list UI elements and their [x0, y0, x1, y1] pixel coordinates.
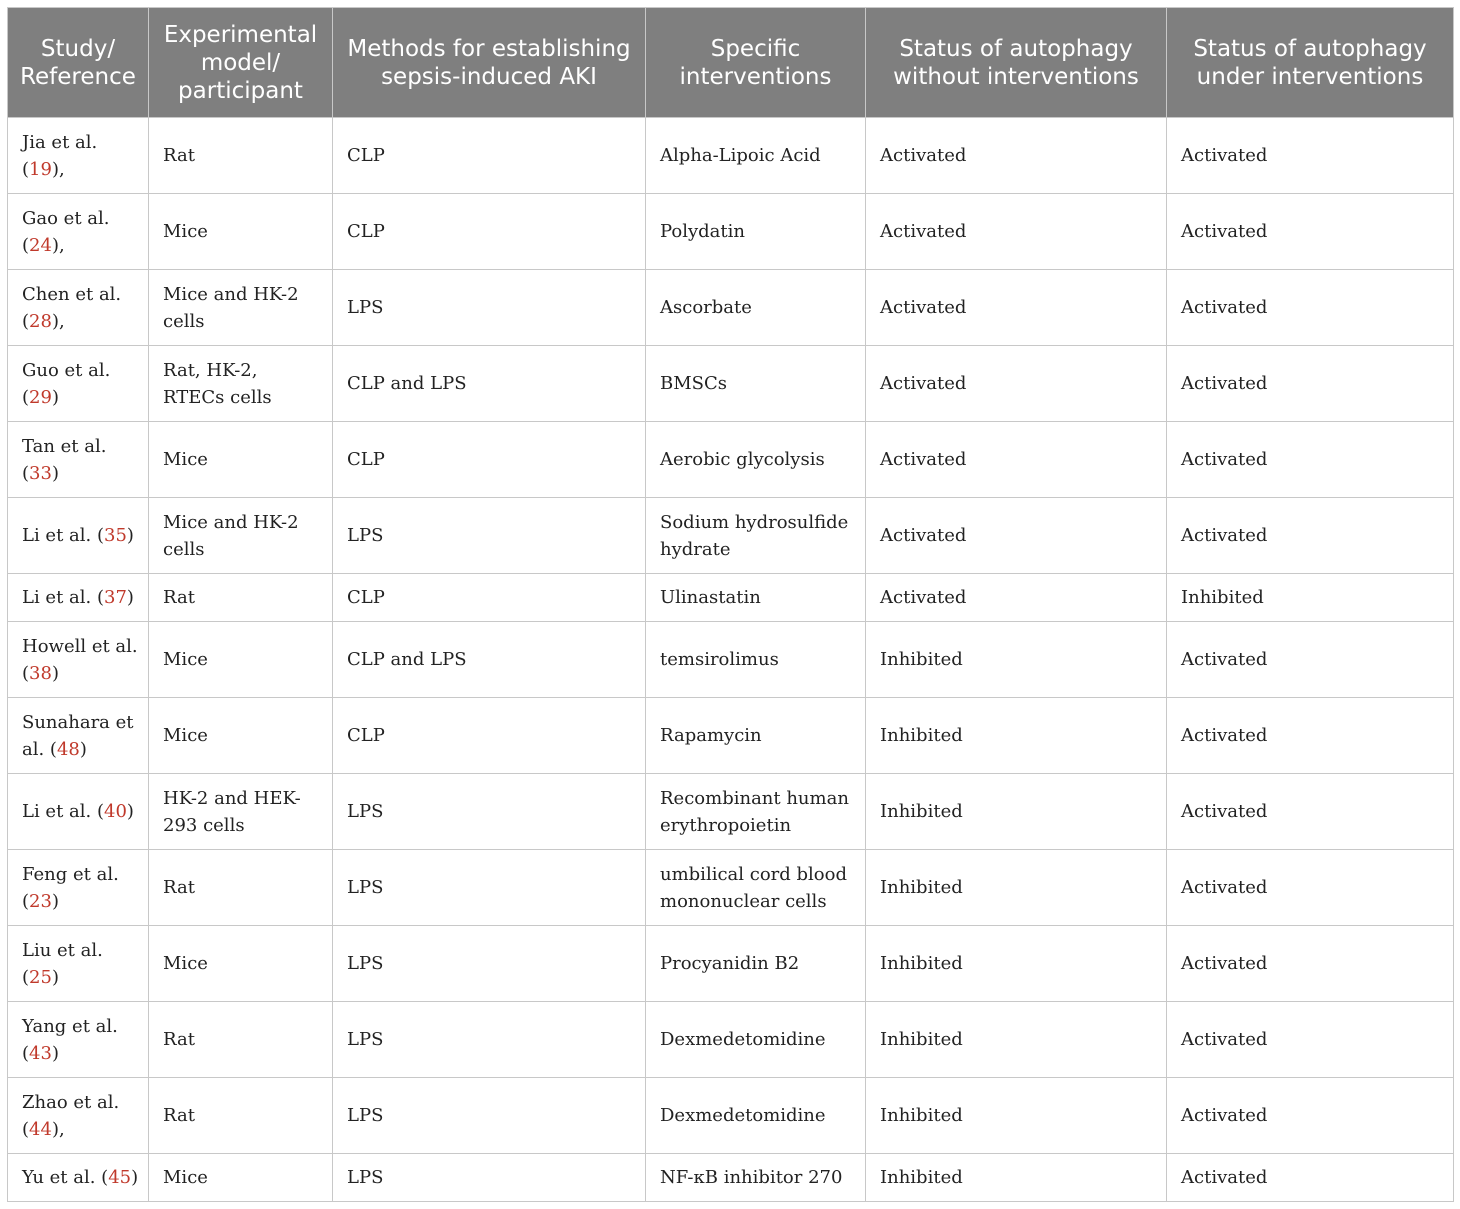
method-cell: LPS	[333, 1078, 646, 1154]
study-author: Howell et al. (	[22, 635, 138, 684]
status-under-cell: Activated	[1167, 1154, 1454, 1202]
experimental-model-cell: Rat	[149, 850, 333, 926]
reference-close: )	[51, 386, 59, 408]
intervention-cell: Sodium hydrosulfide hydrate	[646, 498, 866, 574]
experimental-model-cell: Mice	[149, 194, 333, 270]
reference-close: ),	[51, 234, 65, 256]
table-row	[8, 926, 1454, 1002]
experimental-model-cell: Mice	[149, 698, 333, 774]
study-author: Guo et al. (	[22, 359, 111, 408]
status-without-cell: Activated	[866, 346, 1167, 422]
intervention-cell: Ulinastatin	[646, 574, 866, 622]
method-cell: CLP and LPS	[333, 346, 646, 422]
reference-link[interactable]: 25	[29, 966, 52, 988]
experimental-model-cell: Rat, HK-2, RTECs cells	[149, 346, 333, 422]
table-row	[8, 850, 1454, 926]
reference-close: )	[126, 801, 134, 822]
status-without-cell: Inhibited	[866, 622, 1167, 698]
status-under-cell: Activated	[1167, 926, 1454, 1002]
table-row	[8, 1154, 1454, 1202]
table-row	[8, 194, 1454, 270]
experimental-model-cell: Mice	[149, 926, 333, 1002]
study-author: Yu et al. (	[22, 1167, 109, 1188]
method-cell: LPS	[333, 270, 646, 346]
status-without-cell: Activated	[866, 194, 1167, 270]
study-author: Liu et al. (	[22, 939, 103, 988]
study-reference-cell	[8, 194, 149, 270]
status-under-cell: Activated	[1167, 1078, 1454, 1154]
intervention-cell: BMSCs	[646, 346, 866, 422]
study-reference-cell	[8, 118, 149, 194]
status-under-cell: Activated	[1167, 850, 1454, 926]
status-under-cell: Activated	[1167, 498, 1454, 574]
intervention-cell: Alpha-Lipoic Acid	[646, 118, 866, 194]
status-under-cell: Activated	[1167, 698, 1454, 774]
study-author: Sunahara et al. (	[22, 711, 134, 760]
status-under-cell: Activated	[1167, 194, 1454, 270]
header-status-under: Status of autophagy under interventions	[1167, 8, 1454, 118]
table-body	[8, 118, 1454, 1202]
intervention-cell: Recombinant human erythropoietin	[646, 774, 866, 850]
table-row	[8, 422, 1454, 498]
study-reference-cell	[8, 926, 149, 1002]
status-without-cell: Inhibited	[866, 1154, 1167, 1202]
intervention-cell: Polydatin	[646, 194, 866, 270]
status-without-cell: Inhibited	[866, 850, 1167, 926]
reference-close: )	[131, 1167, 139, 1188]
reference-link[interactable]: 35	[104, 525, 127, 546]
study-reference-cell	[8, 574, 149, 622]
experimental-model-cell: Mice	[149, 622, 333, 698]
method-cell: CLP	[333, 422, 646, 498]
table-row	[8, 1002, 1454, 1078]
status-without-cell: Activated	[866, 270, 1167, 346]
status-without-cell: Inhibited	[866, 774, 1167, 850]
table-row	[8, 1078, 1454, 1154]
experimental-model-cell: Mice	[149, 422, 333, 498]
reference-link[interactable]: 19	[29, 158, 52, 180]
reference-close: )	[51, 1042, 59, 1064]
table-row	[8, 118, 1454, 194]
experimental-model-cell: Rat	[149, 574, 333, 622]
method-cell: LPS	[333, 774, 646, 850]
study-author: Li et al. (	[22, 525, 104, 546]
table-row	[8, 774, 1454, 850]
experimental-model-cell: Mice and HK-2 cells	[149, 270, 333, 346]
table-row	[8, 622, 1454, 698]
study-author: Gao et al. (	[22, 207, 110, 256]
study-reference-cell	[8, 1078, 149, 1154]
reference-link[interactable]: 48	[56, 738, 80, 760]
method-cell: CLP and LPS	[333, 622, 646, 698]
reference-link[interactable]: 43	[29, 1042, 52, 1064]
header-interventions: Specific interventions	[646, 8, 866, 118]
study-author: Feng et al. (	[22, 863, 119, 912]
autophagy-studies-table	[7, 7, 1454, 1202]
study-author: Jia et al. (	[22, 131, 98, 180]
study-author: Yang et al. (	[22, 1015, 118, 1064]
intervention-cell: temsirolimus	[646, 622, 866, 698]
intervention-cell: Dexmedetomidine	[646, 1078, 866, 1154]
reference-link[interactable]: 33	[29, 462, 52, 484]
intervention-cell: Ascorbate	[646, 270, 866, 346]
method-cell: LPS	[333, 850, 646, 926]
status-under-cell: Activated	[1167, 118, 1454, 194]
experimental-model-cell: HK-2 and HEK-293 cells	[149, 774, 333, 850]
reference-link[interactable]: 38	[29, 662, 52, 684]
status-without-cell: Activated	[866, 498, 1167, 574]
study-reference-cell	[8, 1002, 149, 1078]
experimental-model-cell: Mice	[149, 1154, 333, 1202]
reference-link[interactable]: 24	[29, 234, 52, 256]
method-cell: CLP	[333, 698, 646, 774]
header-methods: Methods for establishing sepsis-induced AKI	[333, 8, 646, 118]
table-row	[8, 698, 1454, 774]
method-cell: CLP	[333, 574, 646, 622]
status-without-cell: Activated	[866, 118, 1167, 194]
study-reference-cell	[8, 1154, 149, 1202]
status-under-cell: Inhibited	[1167, 574, 1454, 622]
intervention-cell: Dexmedetomidine	[646, 1002, 866, 1078]
method-cell: LPS	[333, 1002, 646, 1078]
method-cell: LPS	[333, 498, 646, 574]
status-without-cell: Inhibited	[866, 1078, 1167, 1154]
status-under-cell: Activated	[1167, 346, 1454, 422]
table-header-row	[8, 8, 1454, 118]
reference-link[interactable]: 28	[29, 310, 52, 332]
study-reference-cell	[8, 498, 149, 574]
header-status-without: Status of autophagy without interventions	[866, 8, 1167, 118]
header-study-reference: Study/ Reference	[8, 8, 149, 118]
intervention-cell: Procyanidin B2	[646, 926, 866, 1002]
experimental-model-cell: Rat	[149, 118, 333, 194]
status-under-cell: Activated	[1167, 270, 1454, 346]
reference-link[interactable]: 29	[29, 386, 52, 408]
study-author: Zhao et al. (	[22, 1091, 120, 1140]
reference-close: )	[51, 966, 59, 988]
status-under-cell: Activated	[1167, 622, 1454, 698]
reference-close: )	[51, 662, 59, 684]
experimental-model-cell: Rat	[149, 1078, 333, 1154]
status-without-cell: Inhibited	[866, 926, 1167, 1002]
study-author: Li et al. (	[22, 801, 104, 822]
study-reference-cell	[8, 622, 149, 698]
table-row	[8, 498, 1454, 574]
status-under-cell: Activated	[1167, 422, 1454, 498]
reference-close: ),	[51, 310, 65, 332]
status-under-cell: Activated	[1167, 774, 1454, 850]
study-reference-cell	[8, 346, 149, 422]
table-row	[8, 270, 1454, 346]
status-without-cell: Inhibited	[866, 1002, 1167, 1078]
reference-link[interactable]: 45	[108, 1167, 132, 1188]
table-row	[8, 574, 1454, 622]
reference-close: )	[79, 738, 87, 760]
reference-link[interactable]: 44	[29, 1118, 52, 1140]
status-without-cell: Activated	[866, 574, 1167, 622]
study-author: Chen et al. (	[22, 283, 122, 332]
experimental-model-cell: Mice and HK-2 cells	[149, 498, 333, 574]
reference-close: )	[126, 587, 134, 608]
reference-link[interactable]: 40	[104, 801, 127, 822]
method-cell: LPS	[333, 926, 646, 1002]
method-cell: CLP	[333, 118, 646, 194]
reference-close: ),	[51, 1118, 65, 1140]
reference-close: )	[51, 890, 59, 912]
study-reference-cell	[8, 698, 149, 774]
status-without-cell: Activated	[866, 422, 1167, 498]
reference-link[interactable]: 37	[104, 587, 127, 608]
study-author: Tan et al. (	[22, 435, 107, 484]
study-reference-cell	[8, 422, 149, 498]
intervention-cell: Aerobic glycolysis	[646, 422, 866, 498]
status-under-cell: Activated	[1167, 1002, 1454, 1078]
reference-close: ),	[51, 158, 65, 180]
method-cell: LPS	[333, 1154, 646, 1202]
status-without-cell: Inhibited	[866, 698, 1167, 774]
study-reference-cell	[8, 270, 149, 346]
reference-close: )	[51, 462, 59, 484]
reference-link[interactable]: 23	[29, 890, 52, 912]
table-row	[8, 346, 1454, 422]
intervention-cell: umbilical cord blood mononuclear cells	[646, 850, 866, 926]
intervention-cell: NF-κB inhibitor 270	[646, 1154, 866, 1202]
header-experimental-model: Experimental model/ participant	[149, 8, 333, 118]
study-author: Li et al. (	[22, 587, 104, 608]
intervention-cell: Rapamycin	[646, 698, 866, 774]
study-reference-cell	[8, 774, 149, 850]
reference-close: )	[126, 525, 134, 546]
study-reference-cell	[8, 850, 149, 926]
experimental-model-cell: Rat	[149, 1002, 333, 1078]
method-cell: CLP	[333, 194, 646, 270]
